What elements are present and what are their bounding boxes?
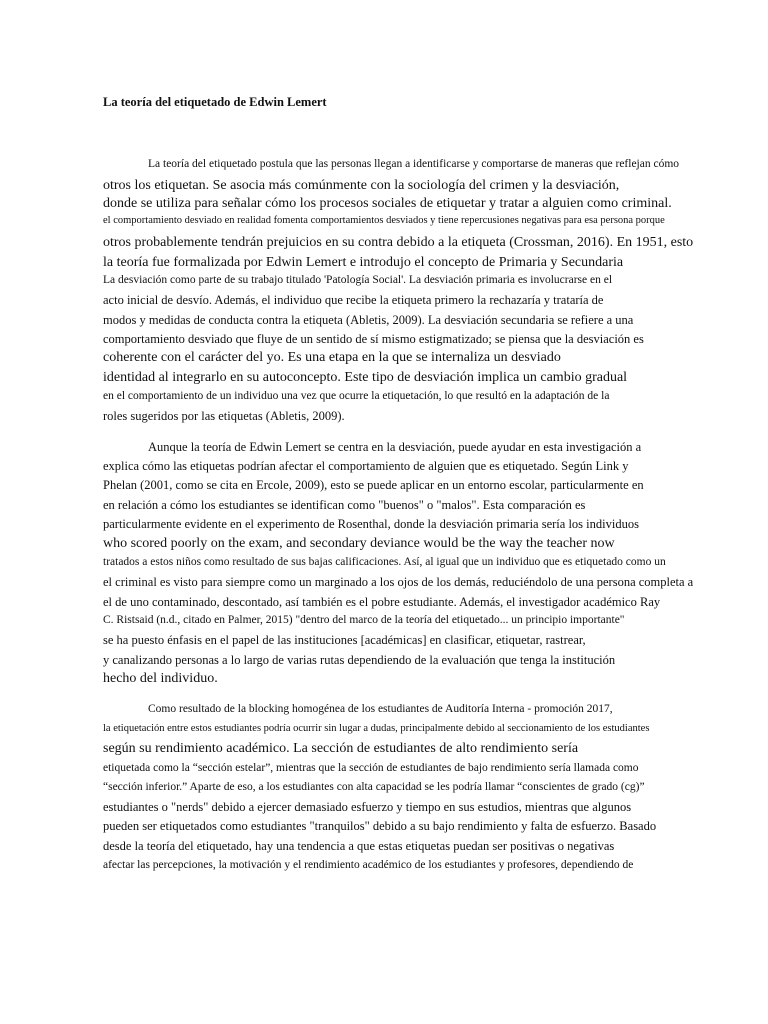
body-line: comportamiento desviado que fluye de un sentido de sí mismo estigmatizado; se piensa que la desviación es bbox=[103, 332, 644, 346]
body-line: Aunque la teoría de Edwin Lemert se centra en la desviación, puede ayudar en esta investigación a bbox=[148, 440, 642, 454]
body-line: La teoría del etiquetado postula que las personas llegan a identificarse y comportarse de maneras que reflejan cómo bbox=[148, 158, 680, 170]
body-line: la teoría fue formalizada por Edwin Lemert e introdujo el concepto de Primaria y Secundaria bbox=[103, 255, 624, 270]
body-line: roles sugeridos por las etiquetas (Abletis, 2009). bbox=[103, 409, 345, 423]
body-line: particularmente evidente en el experimento de Rosenthal, donde la desviación primaria sería los individuos bbox=[103, 517, 639, 531]
body-line: Como resultado de la blocking homogénea de los estudiantes de Auditoría Interna - promoción 2017, bbox=[148, 703, 613, 715]
body-line: pueden ser etiquetados como estudiantes "tranquilos" debido a su bajo rendimiento y falta de esfuerzo. Basado bbox=[103, 819, 657, 833]
body-line: who scored poorly on the exam, and secondary deviance would be the way the teacher now bbox=[103, 536, 615, 551]
document-title: La teoría del etiquetado de Edwin Lemert bbox=[103, 95, 327, 109]
body-line: la etiquetación entre estos estudiantes podría ocurrir sin lugar a dudas, principalmente debido al seccionamiento de los estudiantes bbox=[103, 723, 650, 734]
body-line: otros los etiquetan. Se asocia más comúnmente con la sociología del crimen y la desviación, bbox=[103, 178, 620, 193]
body-line: identidad al integrarlo en su autoconcepto. Este tipo de desviación implica un cambio gradual bbox=[103, 370, 628, 385]
body-line: “sección inferior.” Aparte de eso, a los estudiantes con alta capacidad se les podría llamar “conscientes de grado (cg)” bbox=[103, 781, 645, 793]
body-line: La desviación como parte de su trabajo titulado 'Patología Social'. La desviación primaria es involucrarse en el bbox=[103, 274, 613, 286]
body-line: el comportamiento desviado en realidad fomenta comportamientos desviados y tiene repercusiones negativas para esa persona porque bbox=[103, 215, 665, 226]
body-line: tratados a estos niños como resultado de sus bajas calificaciones. Así, al igual que un individuo que es etiquetado como un bbox=[103, 556, 666, 568]
body-line: Phelan (2001, como se cita en Ercole, 2009), esto se puede aplicar en un entorno escolar, particularmente en bbox=[103, 478, 644, 492]
body-line: acto inicial de desvío. Además, el individuo que recibe la etiqueta primero la rechazaría y trataría de bbox=[103, 293, 604, 307]
body-line: en el comportamiento de un individuo una vez que ocurre la etiquetación, lo que resultó en la adaptación de la bbox=[103, 390, 610, 402]
body-line: afectar las percepciones, la motivación y el rendimiento académico de los estudiantes y profesores, dependiendo de bbox=[103, 859, 634, 871]
body-line: modos y medidas de conducta contra la etiqueta (Abletis, 2009). La desviación secundaria se refiere a una bbox=[103, 313, 634, 327]
body-line: hecho del individuo. bbox=[103, 671, 218, 686]
body-line: donde se utiliza para señalar cómo los procesos sociales de etiquetar y tratar a alguien como criminal. bbox=[103, 196, 672, 211]
body-line: se ha puesto énfasis en el papel de las instituciones [académicas] en clasificar, etiquetar, rastrear, bbox=[103, 633, 586, 647]
body-line: etiquetada como la “sección estelar”, mientras que la sección de estudiantes de bajo rendimiento sería llamada como bbox=[103, 762, 639, 774]
body-line: según su rendimiento académico. La sección de estudiantes de alto rendimiento sería bbox=[103, 741, 579, 756]
body-line: estudiantes o "nerds" debido a ejercer demasiado esfuerzo y tiempo en sus estudios, mientras que algunos bbox=[103, 800, 632, 814]
body-line: otros probablemente tendrán prejuicios en su contra debido a la etiqueta (Crossman, 2016). En 1951, esto bbox=[103, 235, 694, 250]
body-line: desde la teoría del etiquetado, hay una tendencia a que estas etiquetas puedan ser positivas o negativas bbox=[103, 839, 615, 853]
body-line: explica cómo las etiquetas podrían afectar el comportamiento de alguien que es etiquetado. Según Link y bbox=[103, 459, 629, 473]
body-line: y canalizando personas a lo largo de varias rutas dependiendo de la evaluación que tenga la institución bbox=[103, 653, 616, 667]
body-line: C. Ristsaid (n.d., citado en Palmer, 2015) "dentro del marco de la teoría del etiquetado... un principio importante" bbox=[103, 614, 625, 626]
body-line: coherente con el carácter del yo. Es una etapa en la que se internaliza un desviado bbox=[103, 350, 561, 365]
body-line: el de uno contaminado, descontado, así también es el pobre estudiante. Además, el investigador académico Ray bbox=[103, 595, 661, 609]
body-line: el criminal es visto para siempre como un marginado a los ojos de los demás, reduciéndolo de una persona completa a bbox=[103, 575, 694, 589]
body-line: en relación a cómo los estudiantes se identifican como "buenos" o "malos". Esta comparación es bbox=[103, 498, 586, 512]
